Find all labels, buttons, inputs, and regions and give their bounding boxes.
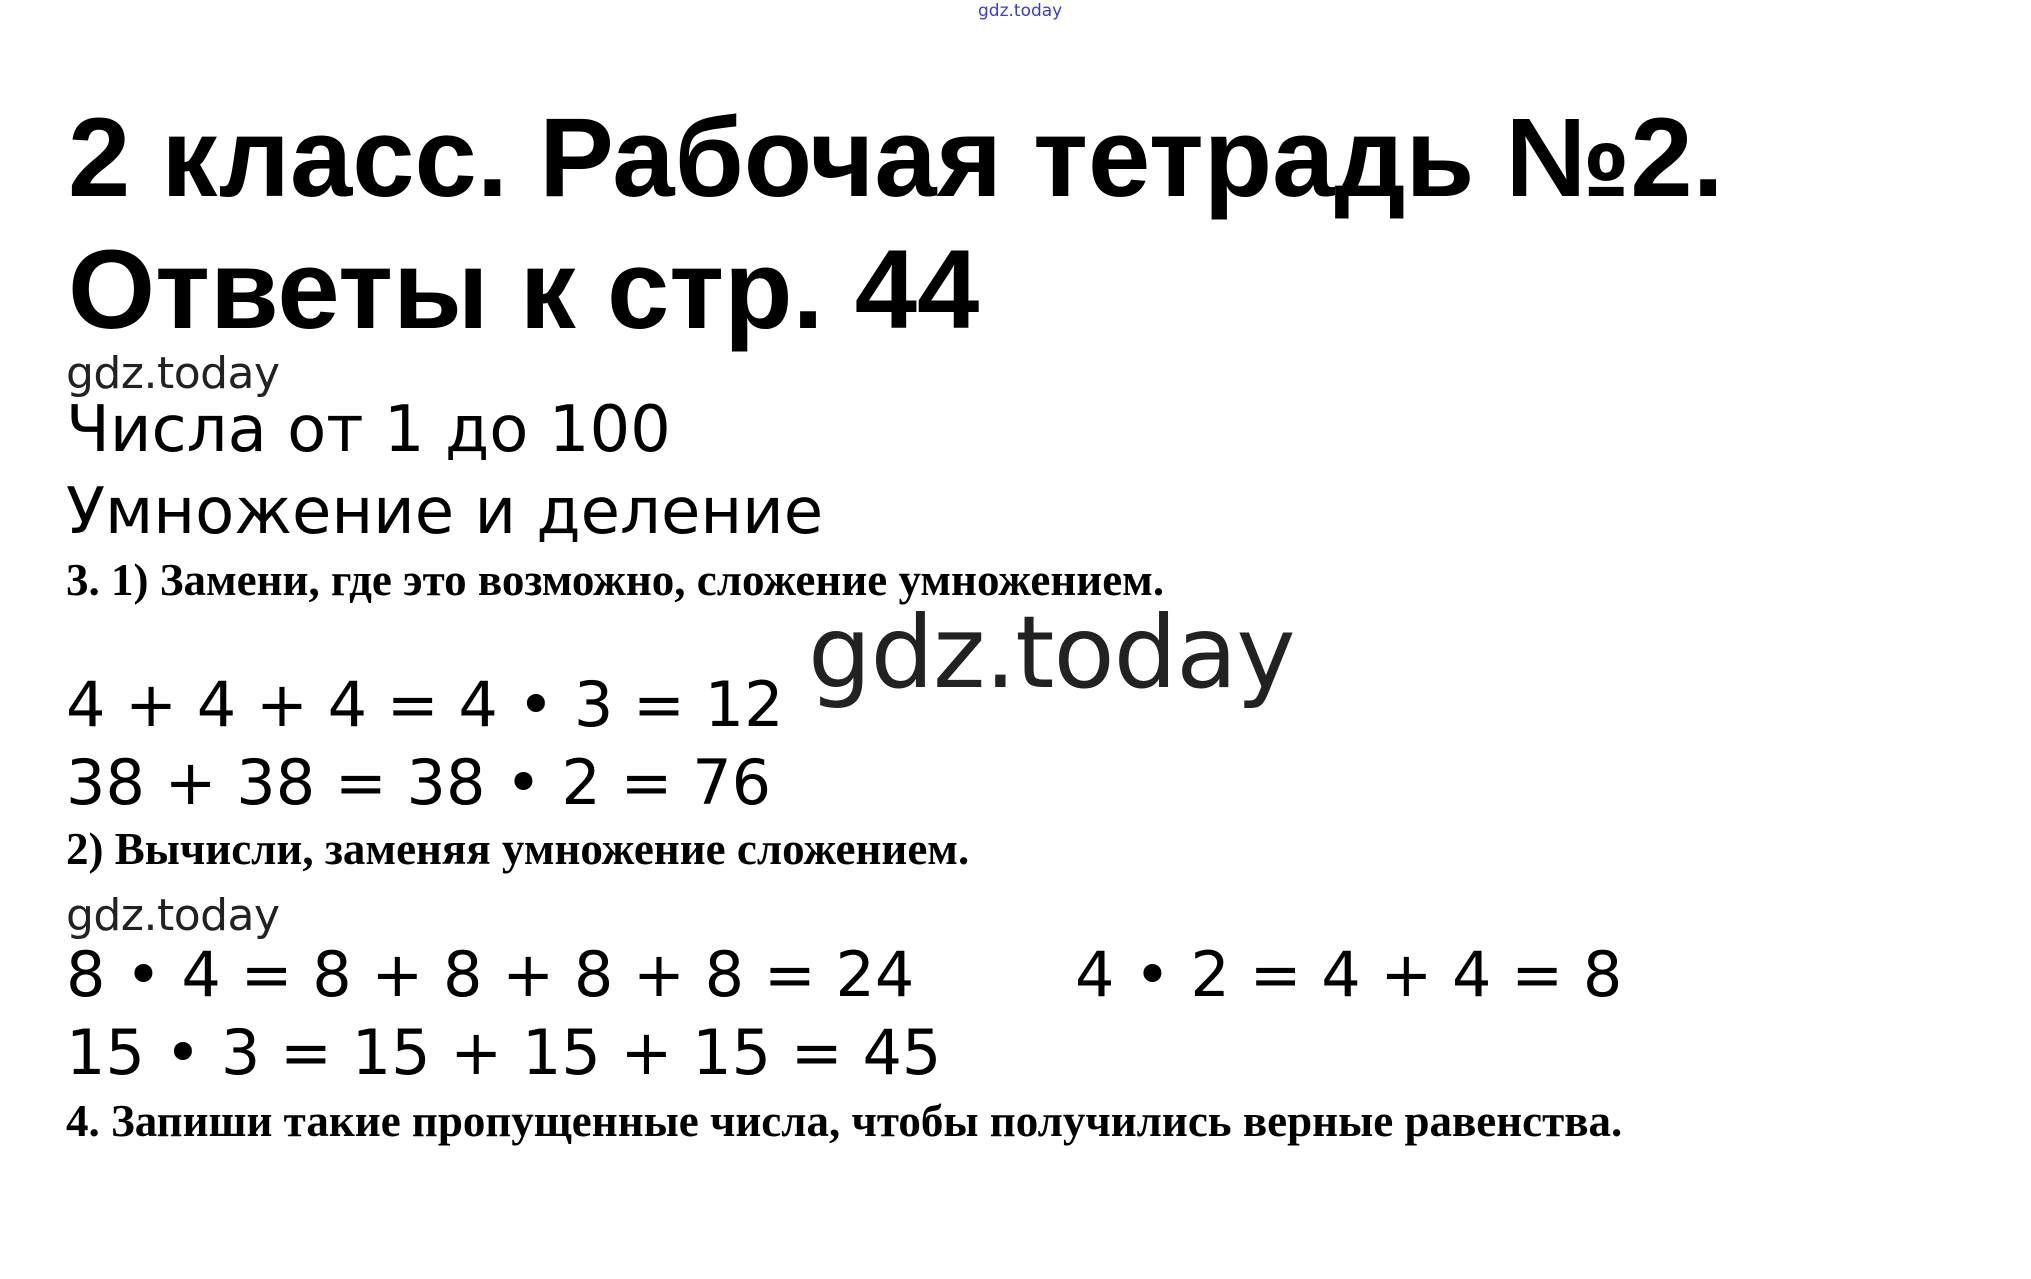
watermark-top: gdz.today (978, 1, 1063, 21)
task3-part1-answer-1: 4 + 4 + 4 = 4 • 3 = 12 (66, 668, 784, 741)
task3-part2-answer-1: 8 • 4 = 8 + 8 + 8 + 8 = 24 (66, 938, 915, 1011)
page-title-line1: 2 класс. Рабочая тетрадь №2. (68, 95, 1724, 220)
watermark-large: gdz.today (808, 594, 1295, 711)
task4-prompt: 4. Запиши такие пропущенные числа, чтобы получились верные равенства. (66, 1096, 1623, 1146)
watermark-small-1: gdz.today (66, 348, 280, 399)
task3-part1-answer-2: 38 + 38 = 38 • 2 = 76 (66, 746, 772, 819)
task3-part2-prompt: 2) Вычисли, заменяя умножение сложением. (66, 824, 970, 874)
watermark-small-2: gdz.today (66, 890, 280, 941)
subtopic-heading: Умножение и деление (66, 475, 824, 549)
task3-part2-answer-3: 15 • 3 = 15 + 15 + 15 = 45 (66, 1016, 942, 1089)
task3-part1-prompt: 3. 1) Замени, где это возможно, сложение умножением. (66, 555, 1165, 605)
topic-heading: Числа от 1 до 100 (66, 393, 671, 467)
page-title-line2: Ответы к стр. 44 (68, 227, 980, 352)
task3-part2-answer-2: 4 • 2 = 4 + 4 = 8 (1075, 938, 1623, 1011)
